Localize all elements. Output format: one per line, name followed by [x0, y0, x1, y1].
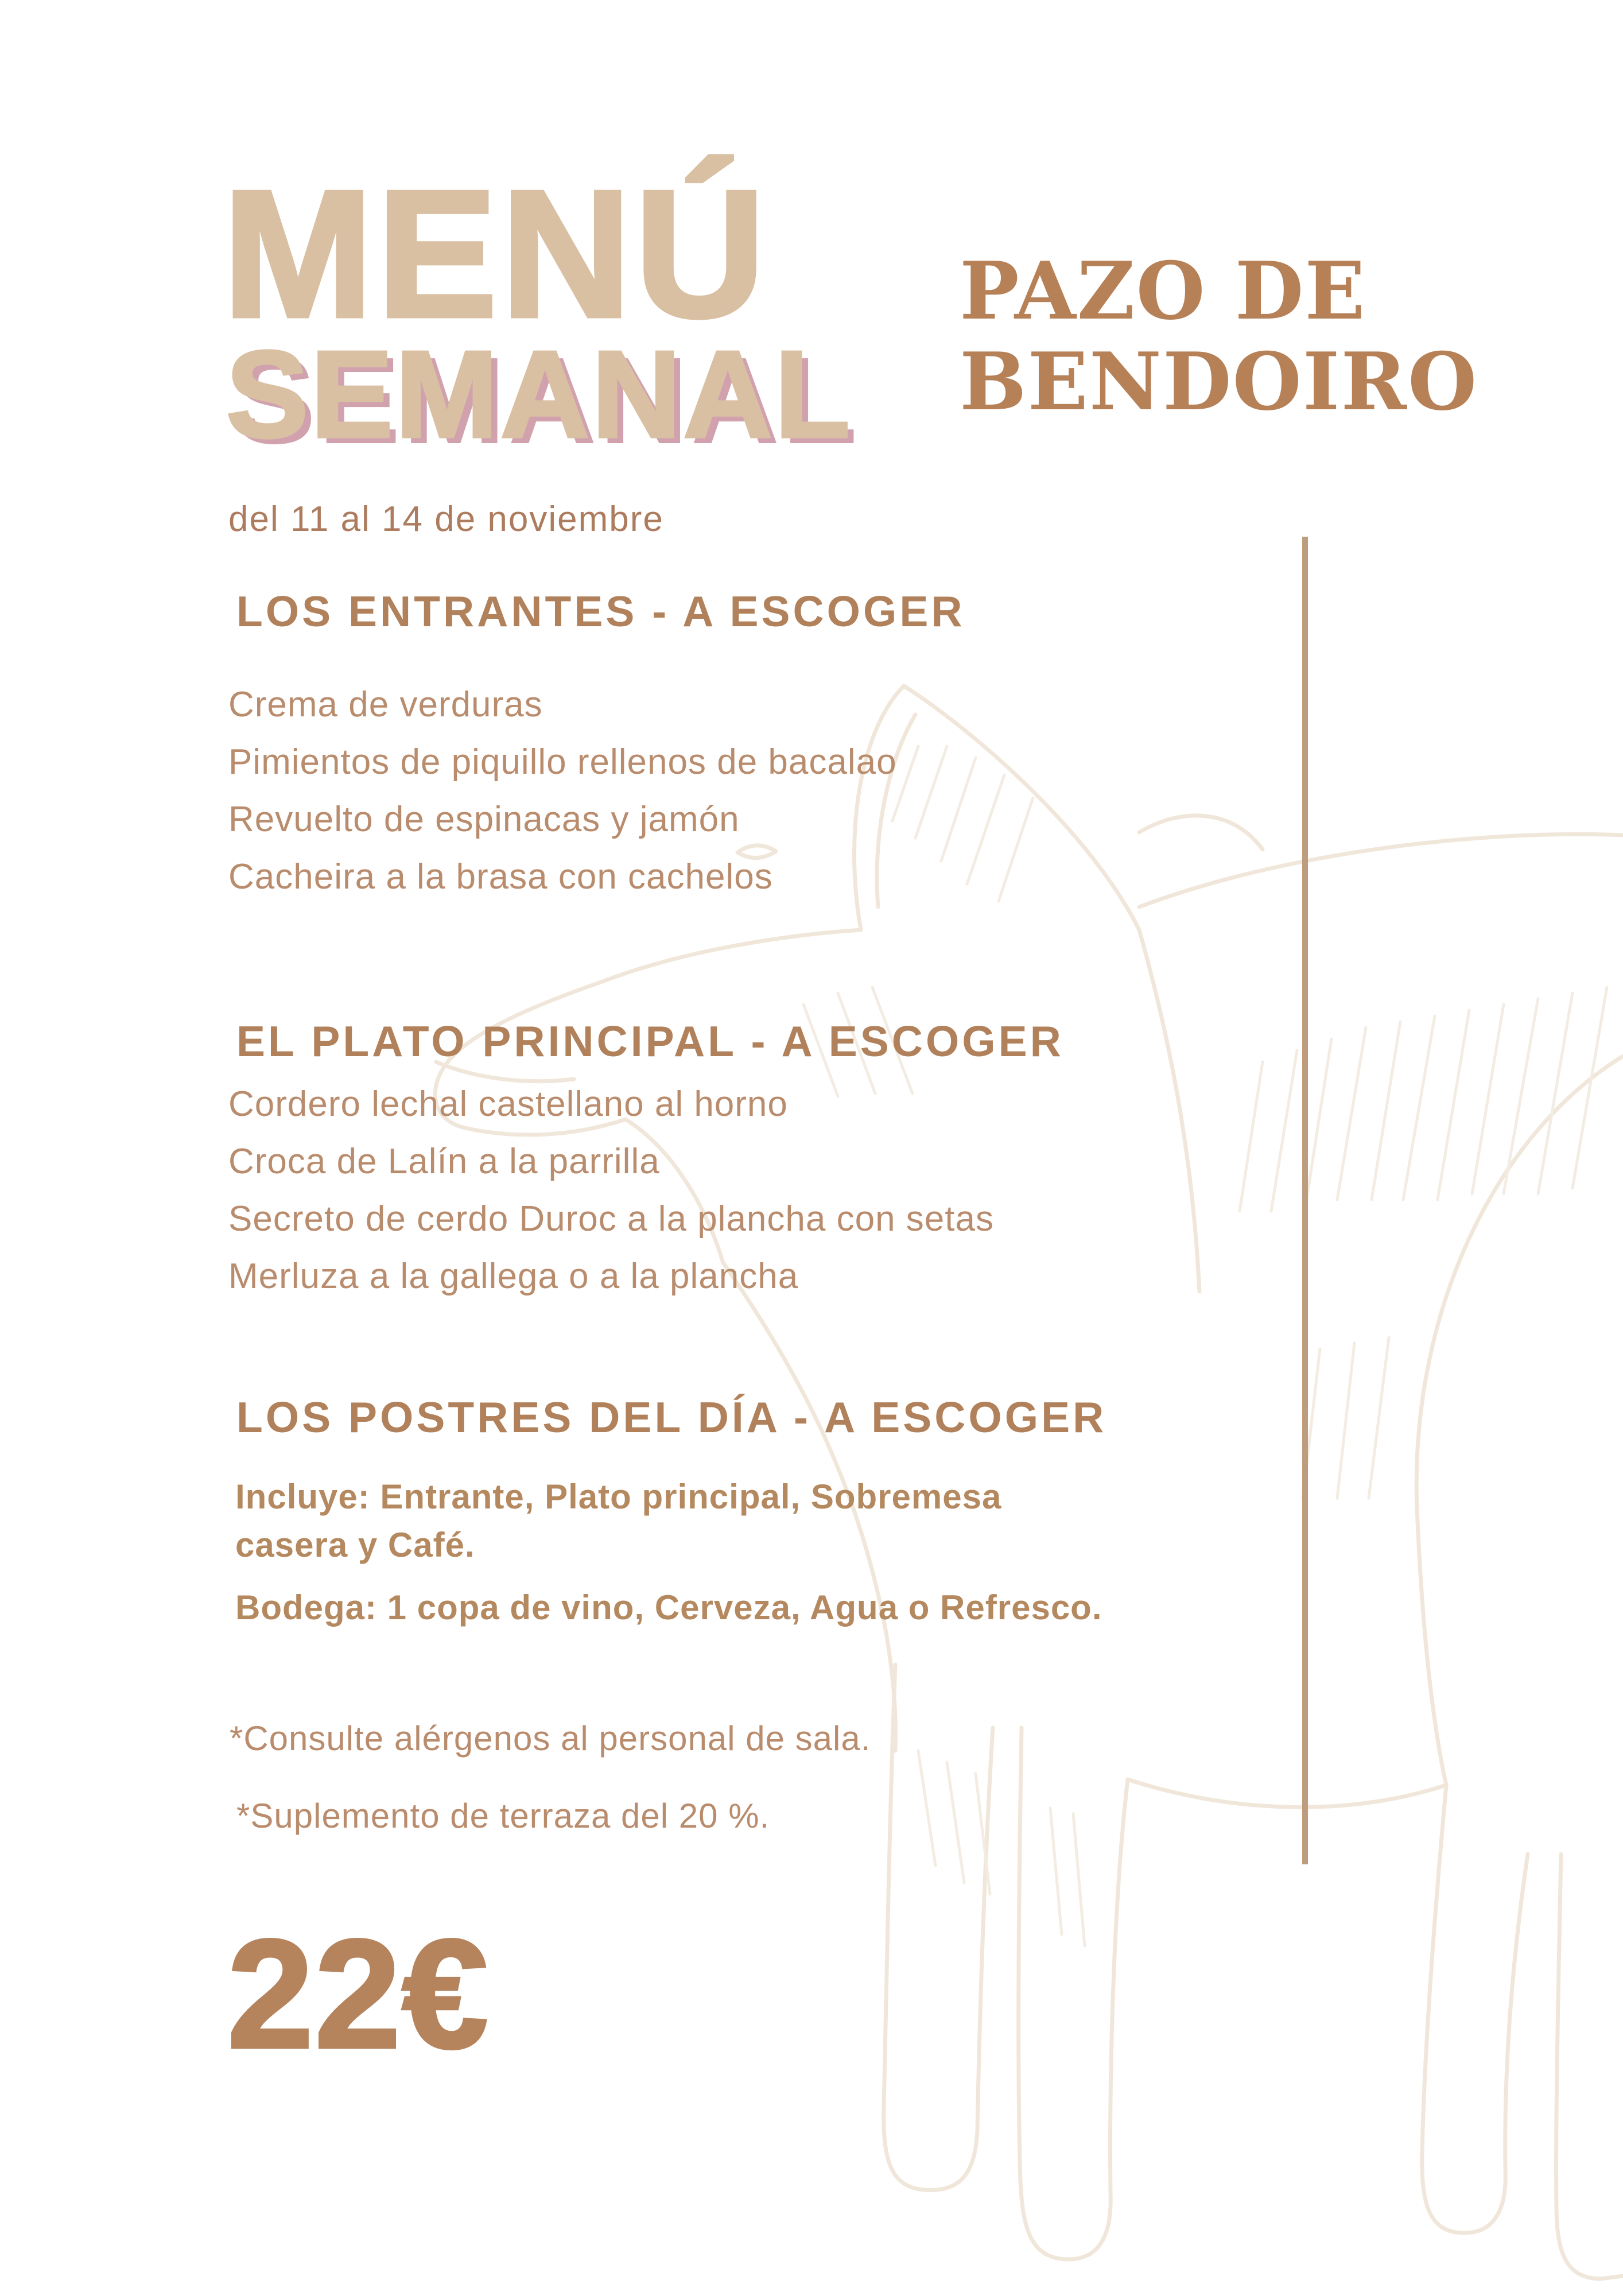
menu-item: Crema de verduras: [228, 685, 543, 724]
price: 22€: [227, 1908, 490, 2081]
includes-line-2: casera y Café.: [235, 1526, 475, 1564]
menu-item: Pimientos de piquillo rellenos de bacalao: [228, 742, 897, 782]
menu-item: Cordero lechal castellano al horno: [228, 1084, 788, 1124]
principal-list: [228, 1076, 994, 1305]
menu-item: Merluza a la gallega o a la plancha: [228, 1256, 799, 1296]
bodega-text: Bodega: 1 copa de vino, Cerveza, Agua o Refresco.: [235, 1588, 1102, 1627]
section-heading-entrantes: LOS ENTRANTES - A ESCOGER: [236, 587, 965, 635]
includes-line-1: Incluye: Entrante, Plato principal, Sobremesa: [235, 1477, 1002, 1516]
logo-line-2: BENDOIRO: [960, 335, 1478, 428]
allergen-note: *Consulte alérgenos al personal de sala.: [230, 1719, 871, 1758]
section-heading-principal: EL PLATO PRINCIPAL - A ESCOGER: [236, 1017, 1064, 1065]
terrace-note: *Suplemento de terraza del 20 %.: [236, 1797, 770, 1835]
date-range: del 11 al 14 de noviembre: [228, 499, 664, 539]
section-heading-postres: LOS POSTRES DEL DÍA - A ESCOGER: [236, 1393, 1107, 1441]
menu-title: MENÚ: [223, 153, 769, 355]
vertical-divider-rule: [1302, 537, 1308, 1864]
includes-text: [235, 1473, 1096, 1569]
menu-item: Cacheira a la brasa con cachelos: [228, 857, 773, 897]
restaurant-logo: [960, 244, 1478, 428]
logo-line-1: PAZO DE: [960, 244, 1366, 338]
menu-item: Croca de Lalín a la parrilla: [228, 1142, 660, 1181]
entrantes-list: [228, 676, 897, 906]
menu-item: Revuelto de espinacas y jamón: [228, 800, 740, 839]
menu-item: Secreto de cerdo Duroc a la plancha con setas: [228, 1199, 994, 1239]
menu-subtitle: SEMANAL: [226, 325, 853, 463]
